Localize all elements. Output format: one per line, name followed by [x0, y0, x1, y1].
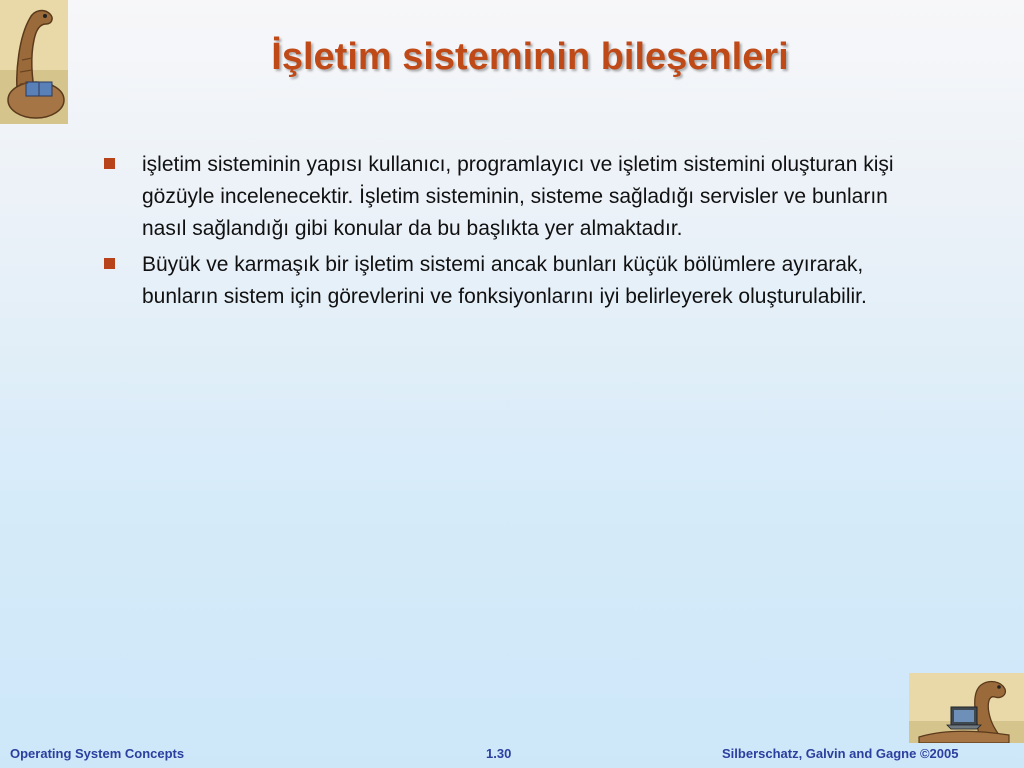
- bullet-list: [104, 149, 904, 317]
- square-bullet-icon: [104, 158, 115, 169]
- bullet-item: [104, 249, 904, 313]
- footer-copyright: Silberschatz, Galvin and Gagne ©2005: [722, 746, 959, 761]
- bullet-text: işletim sisteminin yapısı kullanıcı, programlayıcı ve işletim sistemini oluşturan kişi gözüyle incelenecektir. İşletim sisteminin, sisteme sağladığı servisler ve bunların nasıl sağlandığı gibi konular da bu başlıkta yer almaktadır.: [142, 153, 894, 240]
- footer-page-number: 1.30: [486, 746, 512, 761]
- footer-course-title: Operating System Concepts: [10, 746, 185, 761]
- dinosaur-laptop-icon: [909, 673, 1024, 743]
- square-bullet-icon: [104, 258, 115, 269]
- bullet-text: Büyük ve karmaşık bir işletim sistemi ancak bunları küçük bölümlere ayırarak, bunların sistem için görevlerini ve fonksiyonlarını iyi belirleyerek oluşturulabilir.: [142, 253, 867, 308]
- slide-title: İşletim sisteminin bileşenleri: [271, 36, 789, 78]
- bullet-item: [104, 149, 904, 245]
- dinosaur-mascot-icon: [0, 0, 68, 124]
